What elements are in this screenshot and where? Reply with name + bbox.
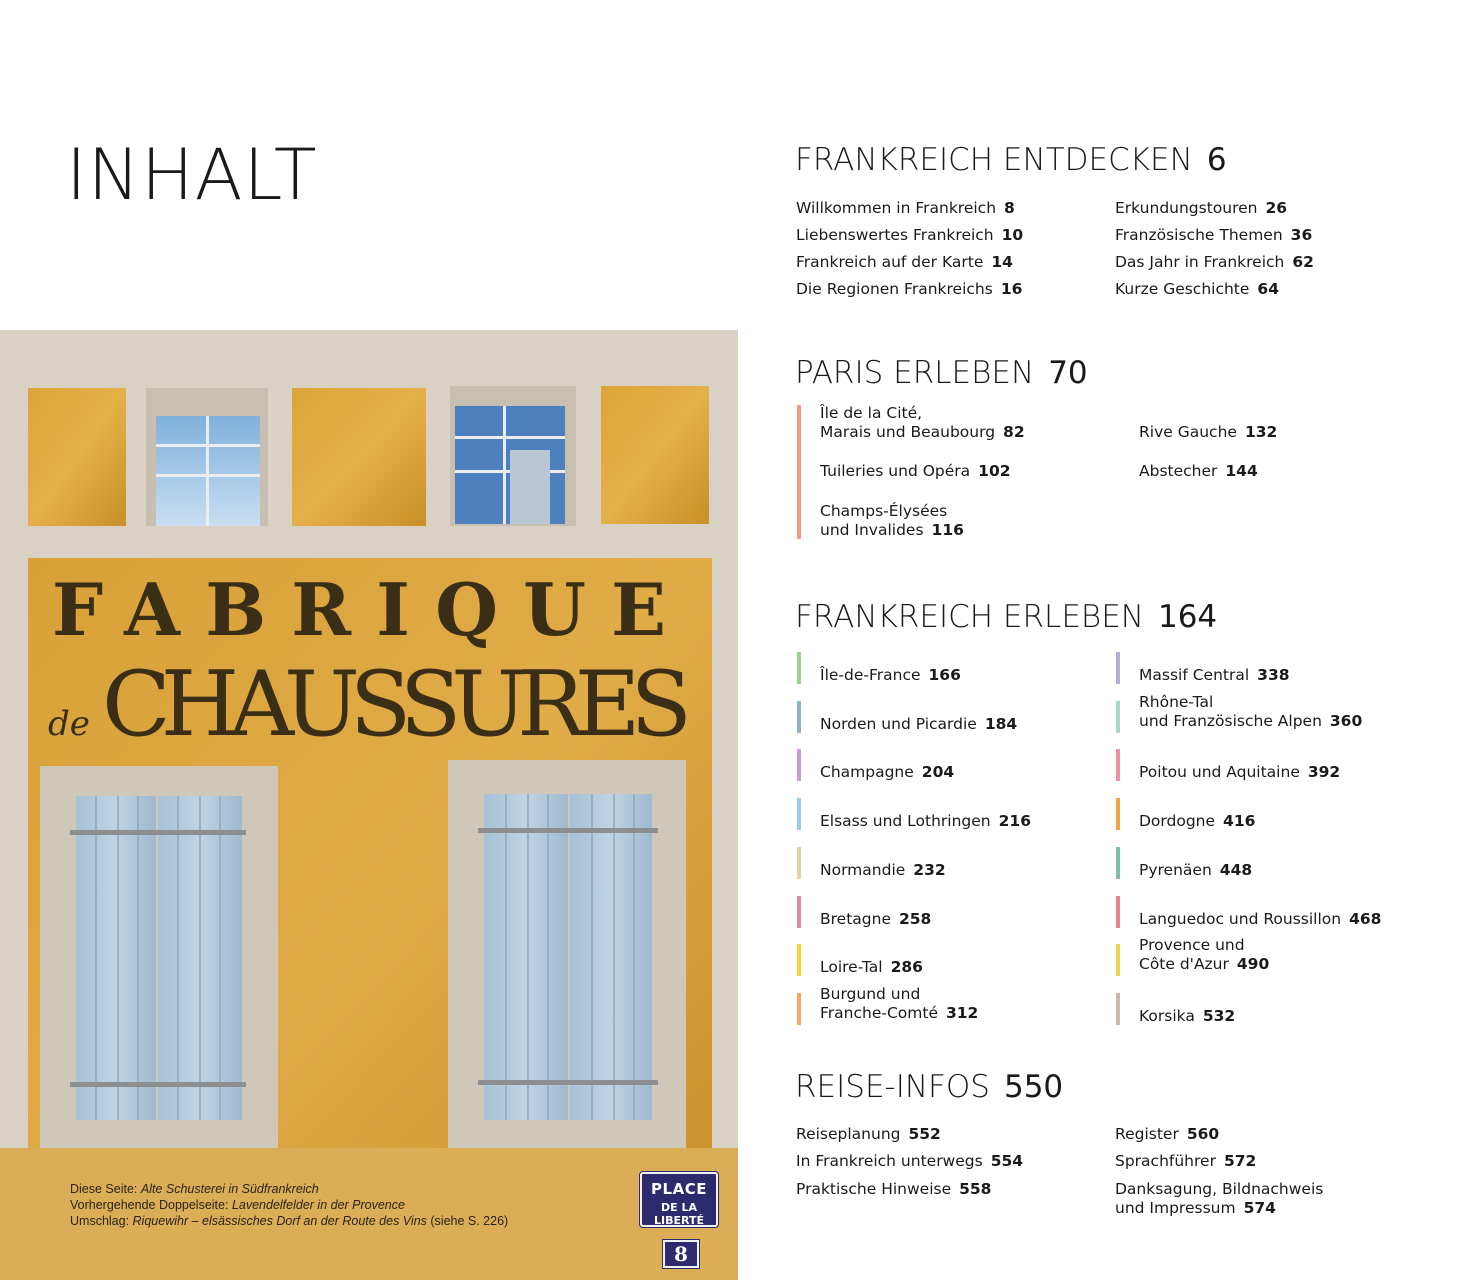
toc-entry[interactable]: Normandie 232	[820, 860, 946, 879]
region-color-bar	[797, 701, 801, 733]
toc-entry[interactable]: Sprachführer 572	[1115, 1152, 1257, 1170]
toc-entry[interactable]: Île-de-France 166	[820, 666, 961, 684]
facade-sign-line1: FABRIQUE	[52, 567, 672, 652]
street-sign	[640, 1172, 718, 1227]
region-color-bar	[797, 798, 801, 830]
street-sign-line1: PLACE	[651, 1180, 707, 1198]
toc-entry[interactable]: Abstecher 144	[1139, 462, 1258, 480]
toc-entry[interactable]: Bretagne 258	[820, 909, 932, 928]
region-color-bar	[1116, 944, 1120, 976]
region-color-bar	[1116, 847, 1120, 879]
region-color-bar	[1116, 798, 1120, 830]
toc-entry[interactable]: Willkommen in Frankreich 8	[796, 199, 1015, 217]
section-heading-infos: REISE-INFOS 550	[795, 1069, 1064, 1105]
region-color-bar	[797, 749, 801, 781]
toc-entry[interactable]: Burgund und Franche-Comté 312	[820, 984, 979, 1022]
caption-line: Vorhergehende Doppelseite: Lavendelfelder in der Provence	[70, 1198, 405, 1212]
toc-entry[interactable]: Elsass und Lothringen 216	[820, 812, 1031, 831]
caption-line: Umschlag: Riquewihr – elsässisches Dorf an der Route des Vins (siehe S. 226)	[70, 1214, 509, 1228]
photo-caption	[70, 1181, 630, 1229]
toc-entry[interactable]: Französische Themen 36	[1115, 226, 1313, 244]
region-color-bar	[1116, 993, 1120, 1025]
toc-entry[interactable]: Champagne 204	[820, 763, 955, 782]
toc-entry[interactable]: Pyrenäen 448	[1139, 860, 1253, 879]
toc-entry[interactable]: Register 560	[1115, 1125, 1220, 1143]
facade-sign-line2: CHAUSSURES	[102, 652, 692, 757]
toc-entry[interactable]: Rhône-Tal und Französische Alpen 360	[1139, 692, 1363, 730]
toc-entry[interactable]: Languedoc und Roussillon 468	[1139, 909, 1382, 928]
toc-entry[interactable]: Île de la Cité, Marais und Beaubourg 82	[820, 404, 1025, 441]
paris-color-bar	[797, 405, 801, 539]
toc-entry[interactable]: Korsika 532	[1139, 1006, 1236, 1025]
toc-entry[interactable]: Rive Gauche 132	[1139, 423, 1278, 441]
region-color-bar	[1116, 701, 1120, 733]
toc-entry[interactable]: Kurze Geschichte 64	[1115, 280, 1279, 298]
toc-entry[interactable]: Das Jahr in Frankreich 62	[1115, 253, 1314, 271]
house-number-plate: 8	[663, 1240, 699, 1268]
toc-entry[interactable]: Provence und Côte d'Azur 490	[1139, 936, 1270, 974]
toc-entry[interactable]: Liebenswertes Frankreich 10	[796, 226, 1024, 244]
facade-sign-prefix: de	[48, 704, 90, 744]
toc-entry[interactable]: Norden und Picardie 184	[820, 714, 1018, 733]
toc-entry[interactable]: Dordogne 416	[1139, 812, 1256, 831]
facade-illustration	[0, 330, 738, 1280]
toc-entry[interactable]: Tuileries und Opéra 102	[820, 462, 1011, 480]
region-color-bar	[1116, 652, 1120, 684]
region-color-bar	[797, 847, 801, 879]
toc-entry[interactable]: Loire-Tal 286	[820, 958, 923, 977]
toc-entry[interactable]: Frankreich auf der Karte 14	[796, 253, 1013, 271]
toc-entry[interactable]: Erkundungstouren 26	[1115, 199, 1288, 217]
section-heading-paris: PARIS ERLEBEN 70	[795, 355, 1088, 391]
cover-photo	[0, 330, 738, 1280]
region-color-bar	[797, 652, 801, 684]
toc-entry[interactable]: Poitou und Aquitaine 392	[1139, 763, 1341, 782]
caption-line: Diese Seite: Alte Schusterei in Südfrankreich	[70, 1182, 319, 1196]
toc-entry[interactable]: Danksagung, Bildnachweis und Impressum 574	[1115, 1180, 1324, 1217]
toc-entry[interactable]: Champs-Élysées und Invalides 116	[820, 502, 964, 539]
toc-entry[interactable]: Reiseplanung 552	[796, 1125, 941, 1143]
region-color-bar	[797, 993, 801, 1025]
section-heading-frankreich: FRANKREICH ERLEBEN 164	[795, 599, 1218, 635]
toc-entry[interactable]: Massif Central 338	[1139, 666, 1290, 684]
toc-entry[interactable]: In Frankreich unterwegs 554	[796, 1152, 1024, 1170]
section-heading-entdecken: FRANKREICH ENTDECKEN 6	[795, 142, 1227, 178]
page-title: INHALT	[66, 134, 318, 216]
region-color-bar	[797, 944, 801, 976]
street-sign-line2: DE LA LIBERTÉ	[654, 1201, 704, 1227]
region-color-bar	[1116, 749, 1120, 781]
toc-entry[interactable]: Praktische Hinweise 558	[796, 1180, 992, 1198]
toc-entry[interactable]: Die Regionen Frankreichs 16	[796, 280, 1023, 298]
region-color-bar	[797, 896, 801, 928]
region-color-bar	[1116, 896, 1120, 928]
